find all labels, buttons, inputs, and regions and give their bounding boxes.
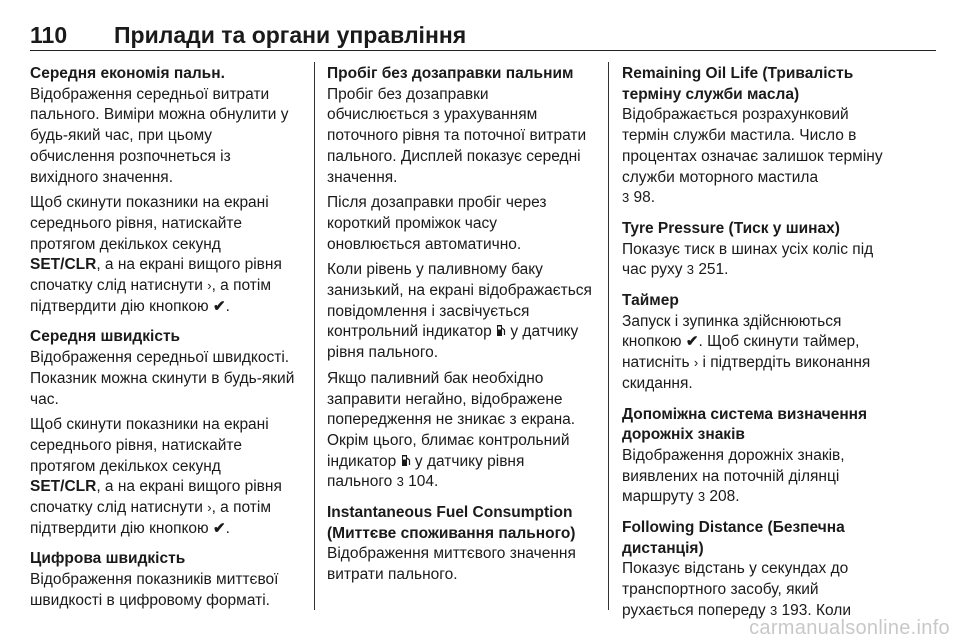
- key-label: SET/CLR: [30, 478, 97, 496]
- page-reference-icon: 3: [769, 602, 778, 618]
- page-number: 110: [30, 22, 68, 48]
- chevron-right-icon: ›: [207, 278, 212, 294]
- paragraph: Після дозаправки пробіг через короткий проміжок часу оновлюється автоматично.: [327, 194, 547, 253]
- text: .: [225, 297, 230, 315]
- paragraph: [327, 369, 593, 493]
- text: у датчику рівня пального.: [327, 323, 579, 362]
- section-heading: Remaining Oil Life (Тривалість терміну служби масла): [622, 65, 854, 103]
- paragraph: Відображення середньої швидкості. Показник можна скинути в будь-який час.: [30, 349, 295, 408]
- section-heading: Таймер: [622, 292, 679, 310]
- page-reference-icon: 3: [396, 474, 404, 490]
- page-reference-icon: 3: [697, 489, 706, 505]
- chevron-right-icon: ›: [693, 355, 699, 371]
- paragraph: [30, 193, 298, 317]
- column-divider: [608, 62, 609, 610]
- text: , а потім підтвердити дію кнопкою: [30, 277, 271, 315]
- page-header: [30, 22, 936, 52]
- page-reference: 98.: [633, 189, 656, 207]
- chevron-right-icon: ›: [207, 500, 212, 516]
- text: , а на екрані вищого рівня спочатку слід натиснути: [30, 256, 282, 295]
- column-2: [327, 64, 593, 596]
- text: Коли рівень у паливному баку занизький, на екрані відображається повідомлення і засвічується контрольний індикатор: [327, 261, 592, 341]
- text: , а на екрані вищого рівня спочатку слід натиснути: [30, 478, 282, 517]
- text: Показує відстань у секундах до транспортного засобу, який рухається попереду: [622, 560, 849, 619]
- paragraph: [327, 260, 593, 364]
- paragraph: [30, 415, 298, 539]
- section-timer: [622, 291, 890, 395]
- text: .: [225, 519, 230, 537]
- paragraph: Відображення середньої витрати пальнoго. Виміри можна обнулити у будь-який час, при цьому обчислення розпочнеться із вихідного значення.: [30, 85, 289, 186]
- check-icon: ✔: [212, 297, 226, 315]
- section-tyre-pressure: [622, 219, 890, 281]
- check-icon: ✔: [685, 333, 699, 351]
- paragraph: [622, 559, 890, 621]
- text: , а потім підтвердити дію кнопкою: [30, 499, 271, 537]
- section-heading: Пробіг без дозаправки пальним: [327, 65, 574, 82]
- page-reference: 251.: [698, 261, 729, 279]
- page-reference-icon: 3: [622, 190, 630, 206]
- text: Відображається розрахунковий термін служби мастила. Число в процентах означає залишок терміну служби моторного мастила: [622, 106, 883, 186]
- text: Якщо паливний бак необхідно заправити негайно, відображене попередження не зникає з екрана. Окрім цього, блимає контрольний індикатор: [327, 369, 576, 470]
- section-heading: Цифрова швидкість: [30, 550, 186, 568]
- page-reference-icon: 3: [686, 262, 694, 278]
- check-icon: ✔: [212, 519, 226, 537]
- section-heading: Instantaneous Fuel Consumption (Миттєве споживання пального): [327, 504, 576, 542]
- section-digital-speed: [30, 549, 298, 611]
- section-heading: Допоміжна система визначення дорожніх знаків: [622, 405, 868, 444]
- section-oil-life: [622, 64, 890, 209]
- page-reference: 208.: [709, 488, 740, 506]
- page-reference: 193.: [781, 601, 812, 619]
- text: Щоб скинути показники на екрані середнього рівня, натискайте протягом декількох секунд: [30, 194, 269, 253]
- paragraph: [622, 105, 890, 209]
- column-3: [622, 64, 890, 632]
- paragraph: [622, 312, 890, 395]
- header-rule: [30, 50, 936, 51]
- section-heading: Following Distance (Безпечна дистанція): [622, 519, 845, 557]
- paragraph: [622, 240, 890, 281]
- text: Коли: [816, 601, 852, 619]
- paragraph: Відображення миттєвого значення витрати пального.: [327, 545, 576, 584]
- paragraph: [622, 446, 890, 508]
- text: у датчику рівня пального: [327, 452, 525, 491]
- text: Щоб скинути показники на екрані середнього рівня, натискайте протягом декількох секунд: [30, 416, 269, 475]
- key-label: SET/CLR: [30, 256, 97, 274]
- section-avg-speed: [30, 327, 298, 539]
- paragraph: Відображення показників миттєвої швидкості в цифровому форматі.: [30, 571, 279, 609]
- paragraph: Пробіг без дозаправки обчислюється з урахуванням поточного рівня та поточної витрати пального. Дисплей показує середні значення.: [327, 85, 587, 186]
- section-heading: Середня швидкість: [30, 328, 181, 346]
- column-divider: [314, 62, 315, 610]
- column-1: [30, 64, 298, 622]
- section-heading: Tyre Pressure (Тиск у шинах): [622, 219, 840, 237]
- text: Запуск і зупинка здійснюються кнопкою: [622, 312, 842, 351]
- section-instant-consumption: [327, 503, 593, 586]
- text: . Щоб скинути таймер, натисніть: [622, 333, 860, 372]
- section-avg-economy: [30, 64, 298, 317]
- watermark: carmanualsonline.info: [749, 617, 950, 639]
- section-heading: Середня економія пальн.: [30, 65, 225, 82]
- fuel-pump-indicator-icon: [496, 324, 506, 337]
- text: Відображення дорожніх знаків, виявлених на поточній ділянці маршруту: [622, 446, 845, 506]
- text: Показує тиск в шинах усіх коліс під час руху: [622, 240, 874, 279]
- text: і підтвердіть виконання скидання.: [622, 354, 871, 392]
- section-traffic-sign: [622, 405, 890, 509]
- page-reference: 104.: [408, 473, 439, 491]
- fuel-pump-indicator-icon: [401, 454, 411, 467]
- section-following-distance: [622, 518, 890, 622]
- section-range: [327, 64, 593, 493]
- chapter-title: Прилади та органи управління: [114, 22, 467, 48]
